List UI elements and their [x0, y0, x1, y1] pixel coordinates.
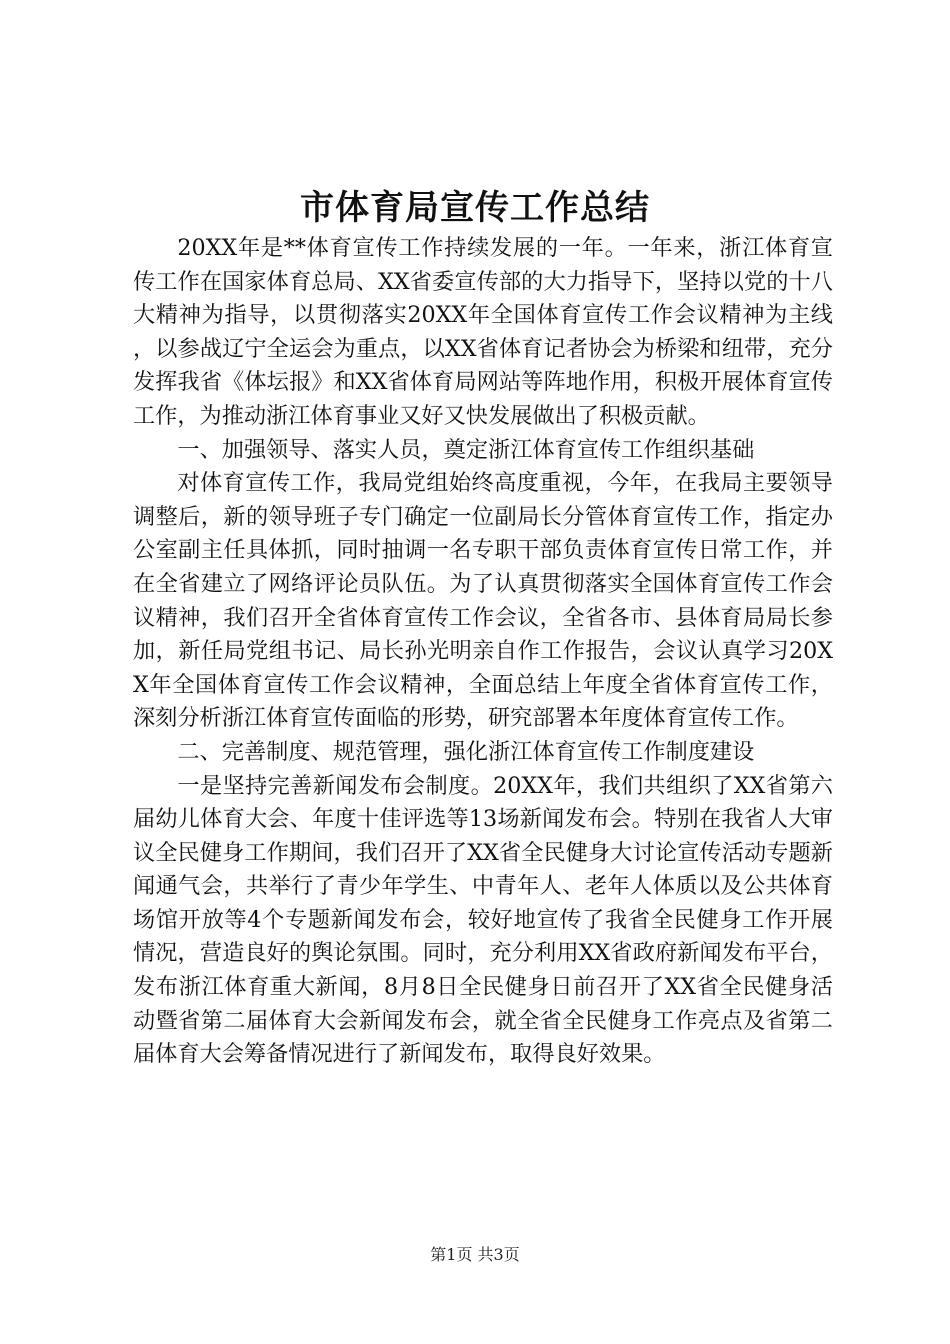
page-indicator: 第1页 共3页 — [430, 1245, 520, 1264]
document-title: 市体育局宣传工作总结 — [300, 188, 650, 228]
document-body — [133, 232, 833, 1072]
section-heading-1: 一、加强领导、落实人员，奠定浙江体育宣传工作组织基础 — [177, 436, 755, 463]
section-1-paragraph: 对体育宣传工作，我局党组始终高度重视，今年，在我局主要领导调整后，新的领导班子专门确定一位副局长分管体育宣传工作，指定办公室副主任具体抓，同时抽调一名专职干部负责体育宣传日常工作，并在全省建立了网络评论员队伍。为了认真贯彻落实全国体育宣传工作会议精神，我们召开全省体育宣传工作会议，全省各市、县体育局局长参加，新任局党组书记、局长孙光明亲自作工作报告，会议认真学习20XX年全国体育宣传工作会议精神，全面总结上年度全省体育宣传工作，深刻分析浙江体育宣传面临的形势，研究部署本年度体育宣传工作。 — [133, 470, 833, 732]
section-2-paragraph: 一是坚持完善新闻发布会制度。20XX年，我们共组织了XX省第六届幼儿体育大会、年度十佳评选等13场新闻发布会。特别在我省人大审议全民健身工作期间，我们召开了XX省全民健身大讨论宣传活动专题新闻通气会，共举行了青少年学生、中青年人、老年人体质以及公共体育场馆开放等4个专题新闻发布会，较好地宣传了我省全民健身工作开展情况，营造良好的舆论氛围。同时，充分利用XX省政府新闻发布平台，发布浙江体育重大新闻，8月8日全民健身日前召开了XX省全民健身活动暨省第二届体育大会新闻发布会，就全省全民健身工作亮点及省第二届体育大会筹备情况进行了新闻发布，取得良好效果。 — [133, 772, 833, 1068]
intro-paragraph: 20XX年是**体育宣传工作持续发展的一年。一年来，浙江体育宣传工作在国家体育总局、XX省委宣传部的大力指导下，坚持以党的十八大精神为指导，以贯彻落实20XX年全国体育宣传工作会议精神为主线，以参战辽宁全运会为重点，以XX省体育记者协会为桥梁和纽带，充分发挥我省《体坛报》和XX省体育局网站等阵地作用，积极开展体育宣传工作，为推动浙江体育事业又好又快发展做出了积极贡献。 — [133, 235, 833, 429]
section-heading-2: 二、完善制度、规范管理，强化浙江体育宣传工作制度建设 — [177, 738, 755, 765]
